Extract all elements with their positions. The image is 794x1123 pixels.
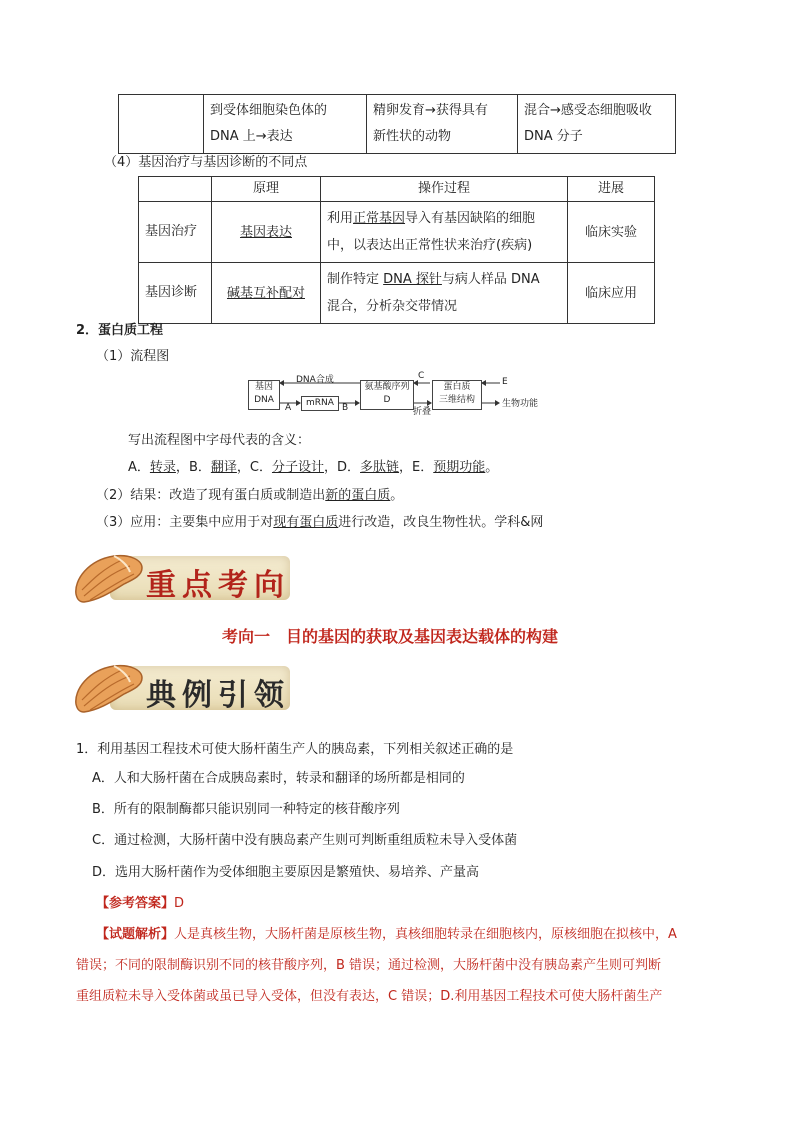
protein-structure-box: 蛋白质 三维结构	[432, 380, 482, 410]
letter-sep: ，	[175, 460, 189, 475]
proc-underlined: DNA 探针	[383, 272, 442, 287]
table1-cell-2: 精卵发育→获得具有 新性状的动物	[367, 95, 518, 154]
transgenic-table-row	[118, 94, 676, 154]
answer-line	[96, 892, 184, 911]
option-d: D．选用大肠杆菌作为受体细胞主要原因是繁殖快、易培养、产量高	[92, 865, 480, 880]
letter-prefix: D．	[337, 460, 361, 475]
header-progress: 进展	[568, 177, 655, 202]
header-procedure: 操作过程	[321, 177, 568, 202]
row-procedure	[321, 263, 568, 324]
table1-cell-1: 到受体细胞染色体的 DNA 上→表达	[204, 95, 367, 154]
letters-answers	[128, 456, 498, 475]
letter-value: 多肽链	[360, 460, 400, 475]
app-text: （3）应用：主要集中应用于对	[96, 515, 274, 530]
result-underlined: 新的蛋白质	[325, 488, 391, 503]
letter-prefix: E．	[412, 460, 434, 475]
letter-prefix: C．	[249, 460, 272, 475]
letter-sep: ，	[323, 460, 337, 475]
proc-text: 中，以表达出正常性状来治疗(疾病)	[327, 238, 533, 253]
fold-label: 折叠	[413, 407, 432, 417]
label-e: E	[502, 377, 508, 387]
application-line	[96, 511, 543, 530]
label-b: B	[342, 403, 349, 413]
option-c: C．通过检测，大肠杆菌中没有胰岛素产生则可判断重组质粒未导入受体菌	[92, 833, 518, 848]
key-direction-banner	[70, 548, 292, 606]
mrna-box: mRNA	[301, 396, 339, 411]
letters-intro: 写出流程图中字母代表的含义：	[128, 433, 311, 448]
proc-text: 与病人样品 DNA	[441, 272, 540, 287]
letter-value: 预期功能	[433, 460, 486, 475]
app-underlined: 现有蛋白质	[273, 515, 339, 530]
gene-dna-box: 基因 DNA	[248, 380, 280, 410]
table1-cell-0	[119, 95, 204, 154]
principle-value: 基因表达	[239, 224, 292, 240]
analysis-text: 人是真核生物，大肠杆菌是原核生物，真核细胞转录在细胞核内，原核细胞在拟核中，A	[174, 927, 677, 942]
analysis-line-1	[96, 923, 677, 942]
key-direction-title: 重点考向	[146, 568, 290, 603]
analysis-line-2: 错误；不同的限制酶识别不同的核苷酸序列，B 错误；通过检测，大肠杆菌中没有胰岛素产生则可判断	[76, 958, 662, 973]
header-cell-empty	[139, 177, 212, 202]
result-line	[96, 484, 403, 503]
analysis-label: 【试题解析】	[96, 927, 175, 942]
app-text: 进行改造，改良生物性状。学科&网	[338, 515, 544, 530]
example-title: 典例引领	[146, 678, 290, 713]
answer-label: 【参考答案】	[96, 896, 175, 911]
table-header-row	[139, 177, 655, 202]
question-stem: 1．利用基因工程技术可使大肠杆菌生产人的胰岛素，下列相关叙述正确的是	[76, 742, 514, 757]
letter-sep: ，	[399, 460, 413, 475]
option-a: A．人和大肠杆菌在合成胰岛素时，转录和翻译的场所都是相同的	[92, 771, 465, 786]
letter-sep: 。	[485, 460, 499, 475]
row-progress: 临床应用	[568, 263, 655, 324]
proc-text: 制作特定	[327, 272, 384, 287]
table-row	[139, 202, 655, 263]
label-c: C	[418, 371, 425, 381]
letter-value: 转录	[149, 460, 176, 475]
amino-acid-sequence-box: 氨基酸序列 D	[360, 380, 414, 410]
principle-value: 碱基互补配对	[226, 285, 305, 301]
flow-diagram	[248, 371, 558, 417]
row-procedure	[321, 202, 568, 263]
protein-engineering-heading: 2．蛋白质工程	[76, 323, 164, 338]
letter-prefix: B．	[188, 460, 211, 475]
example-banner	[70, 658, 292, 716]
table1-cell-3: 混合→感受态细胞吸收 DNA 分子	[518, 95, 676, 154]
gene-therapy-diagnosis-table	[138, 176, 655, 324]
row-name: 基因治疗	[139, 202, 212, 263]
row-progress: 临床实验	[568, 202, 655, 263]
result-text: 。	[390, 488, 404, 503]
row-name: 基因诊断	[139, 263, 212, 324]
proc-text: 混合，分析杂交带情况	[327, 299, 458, 314]
flow-heading: （1）流程图	[96, 349, 170, 364]
biological-function-label: 生物功能	[502, 399, 539, 409]
label-a: A	[285, 403, 292, 413]
row-principle	[212, 263, 321, 324]
letter-sep: ，	[236, 460, 250, 475]
header-principle: 原理	[212, 177, 321, 202]
option-b: B．所有的限制酶都只能识别同一种特定的核苷酸序列	[92, 802, 400, 817]
result-text: （2）结果：改造了现有蛋白质或制造出	[96, 488, 326, 503]
conch-shell-icon	[70, 660, 146, 716]
row-principle	[212, 202, 321, 263]
section4-heading: （4）基因治疗与基因诊断的不同点	[104, 155, 308, 170]
letter-prefix: A．	[128, 460, 150, 475]
letter-value: 翻译	[210, 460, 237, 475]
answer-value: D	[174, 896, 185, 911]
analysis-line-3: 重组质粒未导入受体菌或虽已导入受体，但没有表达，C 错误；D.利用基因工程技术可使大肠杆菌生产	[76, 989, 663, 1004]
proc-text: 利用	[327, 211, 354, 226]
proc-underlined: 正常基因	[353, 211, 406, 226]
conch-shell-icon	[70, 550, 146, 606]
table-row	[139, 263, 655, 324]
direction-title: 考向一 目的基因的获取及基因表达载体的构建	[222, 627, 559, 646]
letter-value: 分子设计	[271, 460, 324, 475]
proc-text: 导入有基因缺陷的细胞	[405, 211, 536, 226]
dna-synthesis-label: DNA合成	[296, 375, 334, 385]
